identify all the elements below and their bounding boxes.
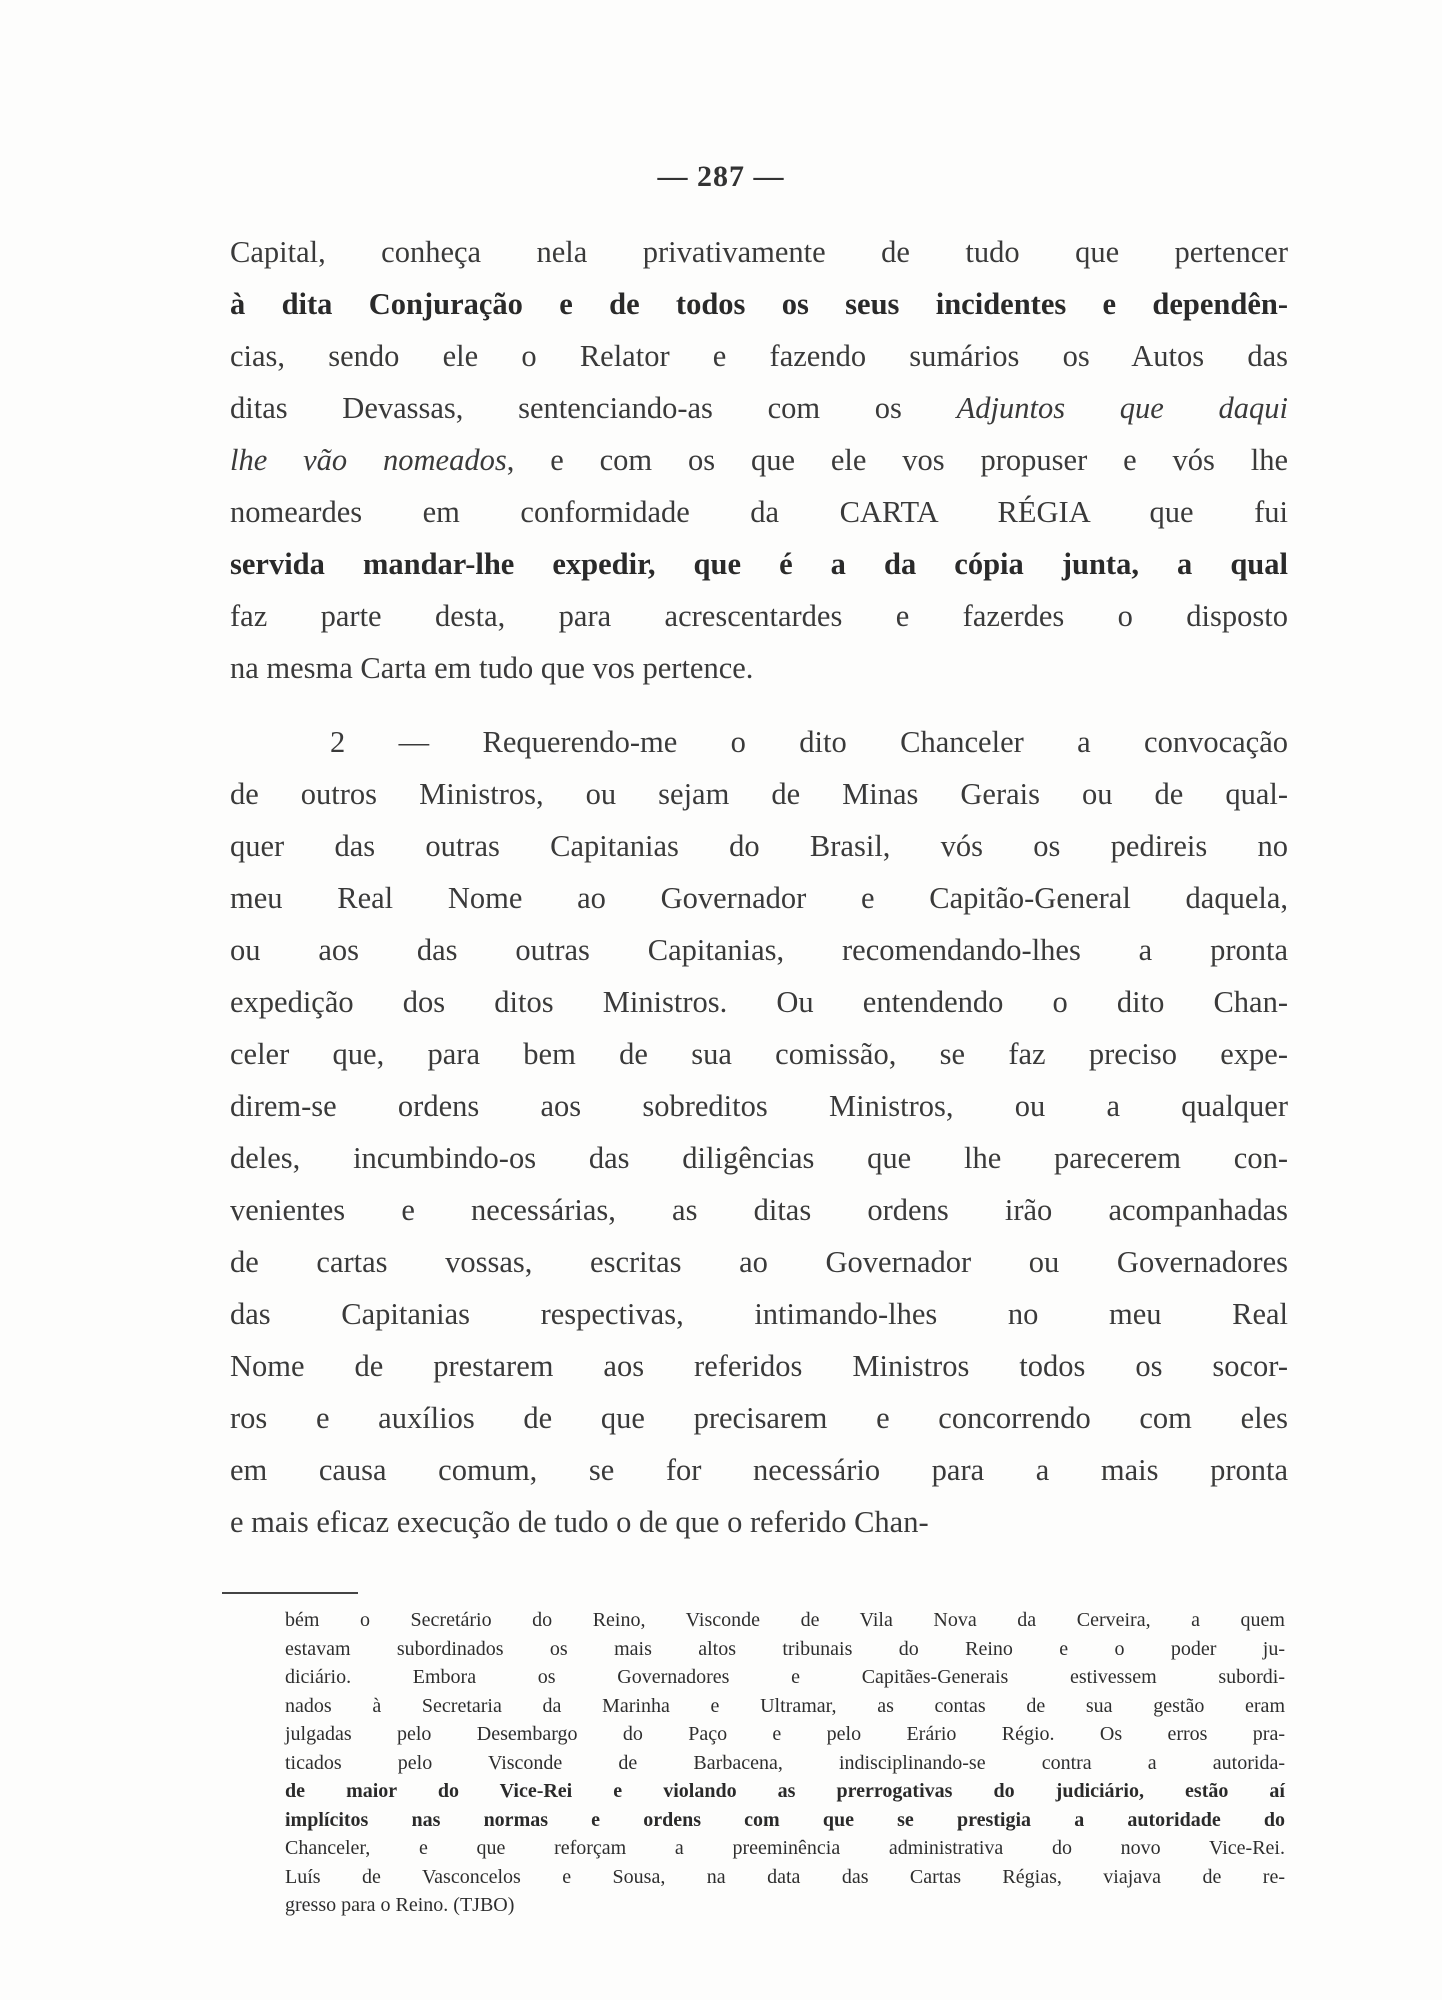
text-segment: nomeardes em conformidade da CARTA RÉGIA que fui — [230, 495, 1288, 529]
text-segment: faz parte desta, para acrescentardes e fazerdes o disposto — [230, 599, 1288, 633]
text-line — [230, 1288, 1288, 1340]
text-line — [230, 226, 1288, 278]
text-line — [230, 330, 1288, 382]
text-segment: ditas Devassas, sentenciando-as com os — [230, 391, 957, 425]
text-line — [230, 976, 1288, 1028]
text-line — [230, 1392, 1288, 1444]
footnote-line: ticados pelo Visconde de Barbacena, indisciplinando-se contra a autorida- — [285, 1751, 1285, 1774]
text-line — [230, 872, 1288, 924]
paragraph-continuation — [230, 226, 1288, 694]
text-segment: deles, incumbindo-os das diligências que lhe parecerem con- — [230, 1141, 1288, 1175]
text-line — [230, 1028, 1288, 1080]
text-segment: servida mandar-lhe expedir, que é a da cópia junta, a qual — [230, 547, 1288, 581]
footnote-line: julgadas pelo Desembargo do Paço e pelo Erário Régio. Os erros pra- — [285, 1723, 1285, 1745]
text-line — [230, 716, 1288, 768]
footnote-line: Chanceler, e que reforçam a preeminência administrativa do novo Vice-Rei. — [285, 1837, 1285, 1859]
footnote — [285, 1606, 1285, 1920]
text-line — [230, 278, 1288, 330]
text-line — [230, 642, 1288, 694]
footnote-line: Luís de Vasconcelos e Sousa, na data das Cartas Régias, viajava de re- — [285, 1865, 1285, 1888]
text-line — [230, 1340, 1288, 1392]
text-segment: , e com os que ele vos propuser e vós lhe — [506, 443, 1289, 477]
text-line — [230, 924, 1288, 976]
text-segment: expedição dos ditos Ministros. Ou entendendo o dito Chan- — [230, 985, 1288, 1019]
text-line — [230, 1496, 1288, 1548]
text-line — [230, 820, 1288, 872]
footnote-line: gresso para o Reino. (TJBO) — [285, 1894, 515, 1916]
footnote-divider — [222, 1592, 358, 1594]
footnote-line: bém o Secretário do Reino, Visconde de Vila Nova da Cerveira, a quem — [285, 1609, 1285, 1631]
text-segment: meu Real Nome ao Governador e Capitão-General daquela, — [230, 881, 1288, 915]
text-line — [230, 1444, 1288, 1496]
italic-segment: lhe vão nomeados — [230, 443, 507, 477]
text-line — [230, 434, 1288, 486]
text-line — [230, 1080, 1288, 1132]
text-segment: celer que, para bem de sua comissão, se faz preciso expe- — [230, 1037, 1288, 1071]
footnote-line: implícitos nas normas e ordens com que se prestigia a autoridade do — [285, 1808, 1285, 1831]
text-segment: cias, sendo ele o Relator e fazendo sumários os Autos das — [230, 339, 1288, 373]
text-segment: à dita Conjuração e de todos os seus incidentes e dependên- — [230, 287, 1288, 321]
text-line — [230, 1132, 1288, 1184]
text-segment: Nome de prestarem aos referidos Ministros todos os socor- — [230, 1349, 1288, 1383]
footnote-line: estavam subordinados os mais altos tribunais do Reino e o poder ju- — [285, 1637, 1285, 1660]
text-segment: 2 — Requerendo-me o dito Chanceler a convocação — [330, 725, 1288, 759]
text-segment: e mais eficaz execução de tudo o de que o referido Chan- — [230, 1505, 929, 1539]
footnote-line: diciário. Embora os Governadores e Capitães-Generais estivessem subordi- — [285, 1666, 1285, 1688]
text-segment: ros e auxílios de que precisarem e concorrendo com eles — [230, 1401, 1288, 1435]
text-line — [230, 1184, 1288, 1236]
page-number: — 287 — — [657, 160, 785, 193]
text-segment: em causa comum, se for necessário para a mais pronta — [230, 1453, 1288, 1487]
text-line — [230, 590, 1288, 642]
footnote-line: de maior do Vice-Rei e violando as prerrogativas do judiciário, estão aí — [285, 1780, 1285, 1802]
text-line — [230, 1236, 1288, 1288]
italic-segment: Adjuntos que daqui — [956, 391, 1288, 425]
text-segment: ou aos das outras Capitanias, recomendando-lhes a pronta — [230, 933, 1288, 967]
text-segment: venientes e necessárias, as ditas ordens irão acompanhadas — [230, 1193, 1288, 1227]
text-segment: de outros Ministros, ou sejam de Minas Gerais ou de qual- — [230, 777, 1288, 811]
text-line — [230, 538, 1288, 590]
text-line — [230, 382, 1288, 434]
text-line — [230, 486, 1288, 538]
text-segment: direm-se ordens aos sobreditos Ministros, ou a qualquer — [230, 1089, 1288, 1123]
text-segment: de cartas vossas, escritas ao Governador ou Governadores — [230, 1245, 1288, 1279]
text-line — [230, 768, 1288, 820]
text-segment: das Capitanias respectivas, intimando-lhes no meu Real — [230, 1297, 1288, 1331]
text-segment: quer das outras Capitanias do Brasil, vós os pedireis no — [230, 829, 1288, 863]
footnote-line: nados à Secretaria da Marinha e Ultramar, as contas de sua gestão eram — [285, 1694, 1285, 1717]
text-segment: na mesma Carta em tudo que vos pertence. — [230, 651, 754, 685]
paragraph-item-2 — [230, 716, 1288, 1548]
text-segment: Capital, conheça nela privativamente de tudo que pertencer — [230, 235, 1288, 269]
